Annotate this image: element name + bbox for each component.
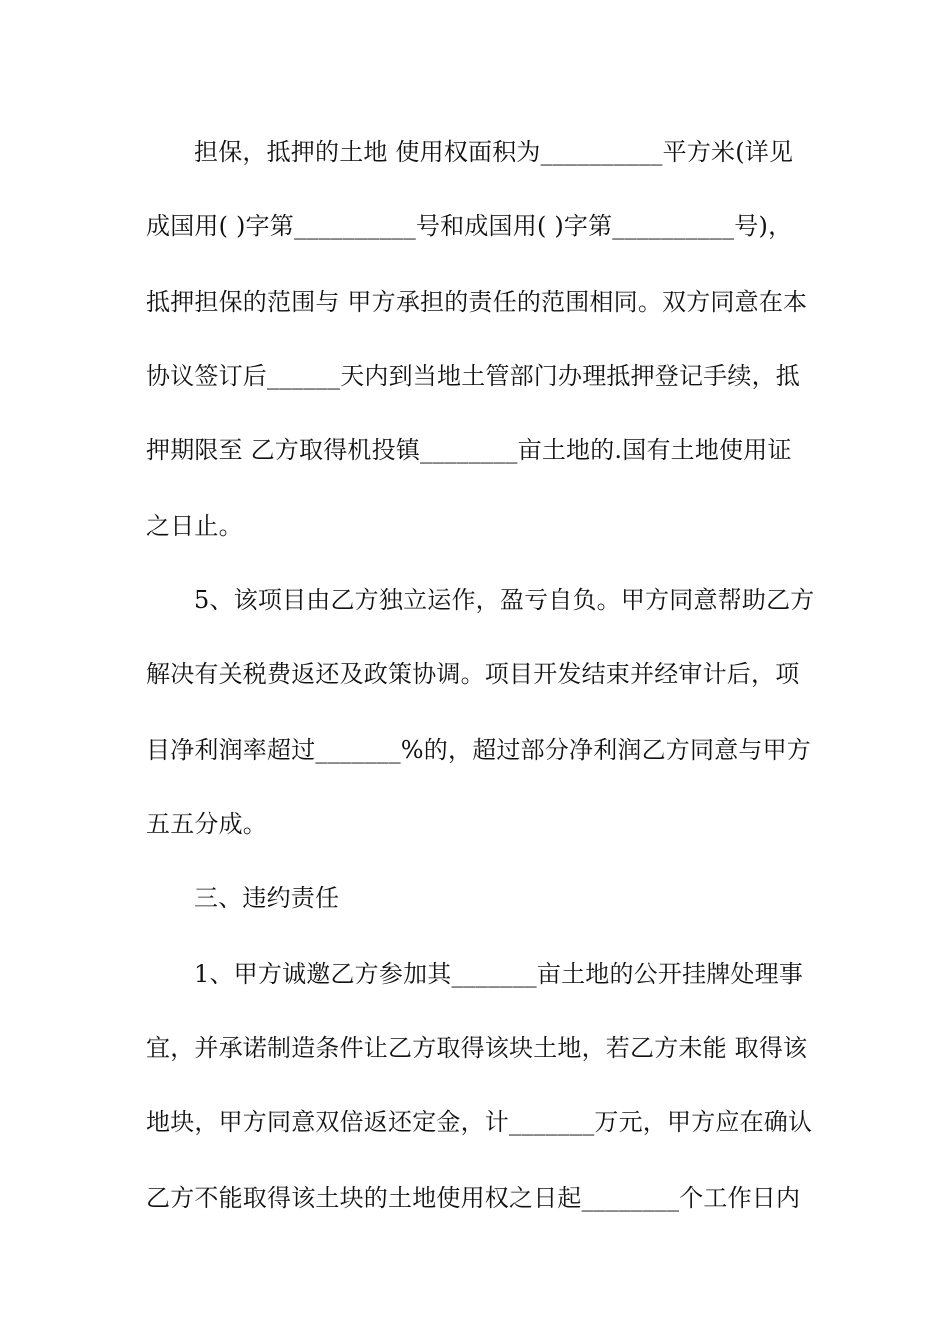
- paragraph-line-3: 抵押担保的范围与 甲方承担的责任的范围相同。双方同意在本: [146, 288, 808, 316]
- paragraph-line-5: 押期限至 乙方取得机投镇________亩土地的.国有土地使用证: [146, 436, 792, 464]
- paragraph-line-4: 协议签订后______天内到当地土管部门办理抵押登记手续，抵: [146, 362, 800, 390]
- paragraph-line-8: 解决有关税费返还及政策协调。项目开发结束并经审计后，项: [146, 660, 800, 688]
- paragraph-line-2: 成国用( )字第__________号和成国用( )字第__________号)，: [146, 212, 793, 240]
- paragraph-line-12: 宜，并承诺制造条件让乙方取得该块土地，若乙方未能 取得该: [146, 1034, 808, 1062]
- paragraph-line-6: 之日止。: [146, 512, 243, 540]
- paragraph-line-1: 担保，抵押的土地 使用权面积为__________平方米(详见: [194, 138, 794, 166]
- paragraph-line-7: 5、该项目由乙方独立运作，盈亏自负。甲方同意帮助乙方: [194, 586, 815, 614]
- paragraph-line-13: 地块，甲方同意双倍返还定金，计_______万元，甲方应在确认: [146, 1108, 813, 1136]
- paragraph-line-11: 1、甲方诚邀乙方参加其_______亩土地的公开挂牌处理事: [194, 960, 804, 988]
- paragraph-line-9: 目净利润率超过_______%的，超过部分净利润乙方同意与甲方: [146, 736, 812, 764]
- paragraph-line-14: 乙方不能取得该土块的土地使用权之日起________个工作日内: [146, 1184, 801, 1212]
- paragraph-line-10: 五五分成。: [146, 810, 267, 838]
- section-heading-breach: 三、违约责任: [194, 884, 340, 912]
